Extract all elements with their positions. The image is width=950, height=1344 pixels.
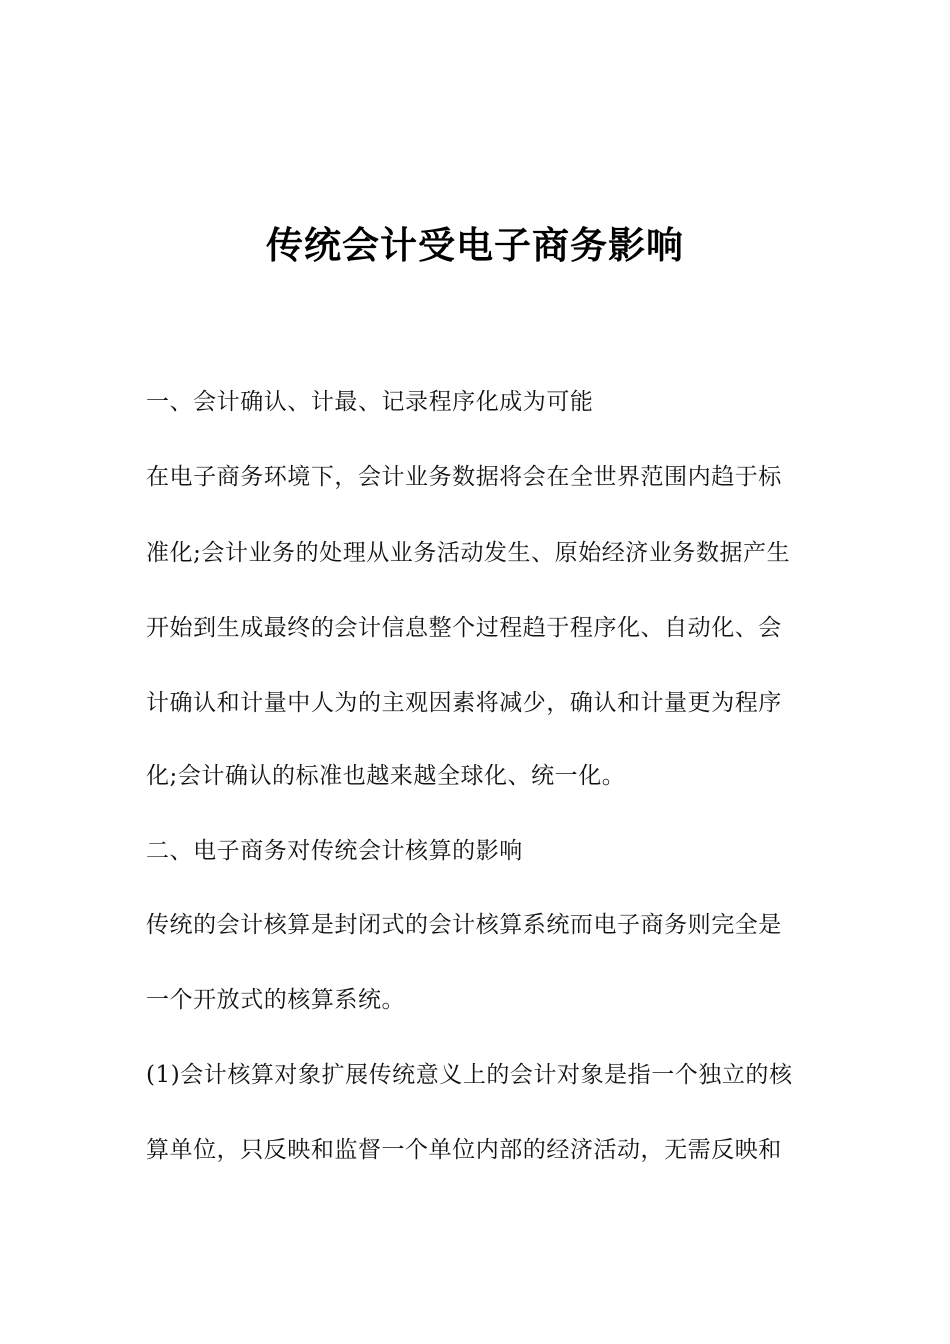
- body-line-8: (1)会计核算对象扩展传统意义上的会计对象是指一个独立的核: [146, 1062, 793, 1088]
- section-heading-1: 一、会计确认、计最、记录程序化成为可能: [146, 389, 594, 415]
- document-title: 传统会计受电子商务影响: [266, 224, 684, 267]
- body-line-9: 算单位，只反映和监督一个单位内部的经济活动，无需反映和: [146, 1137, 782, 1163]
- body-line-6: 传统的会计核算是封闭式的会计核算系统而电子商务则完全是: [146, 912, 782, 938]
- body-line-4: 计确认和计量中人为的主观因素将减少，确认和计量更为程序: [146, 690, 782, 716]
- body-line-7: 一个开放式的核算系统。: [146, 987, 406, 1013]
- section-heading-2: 二、电子商务对传统会计核算的影响: [146, 838, 523, 864]
- body-line-1: 在电子商务环境下，会计业务数据将会在全世界范围内趋于标: [146, 464, 782, 490]
- body-line-5: 化;会计确认的标准也越来越全球化、统一化。: [146, 763, 626, 789]
- body-line-3: 开始到生成最终的会计信息整个过程趋于程序化、自动化、会: [146, 615, 782, 641]
- body-line-2: 准化;会计业务的处理从业务活动发生、原始经济业务数据产生: [146, 540, 791, 566]
